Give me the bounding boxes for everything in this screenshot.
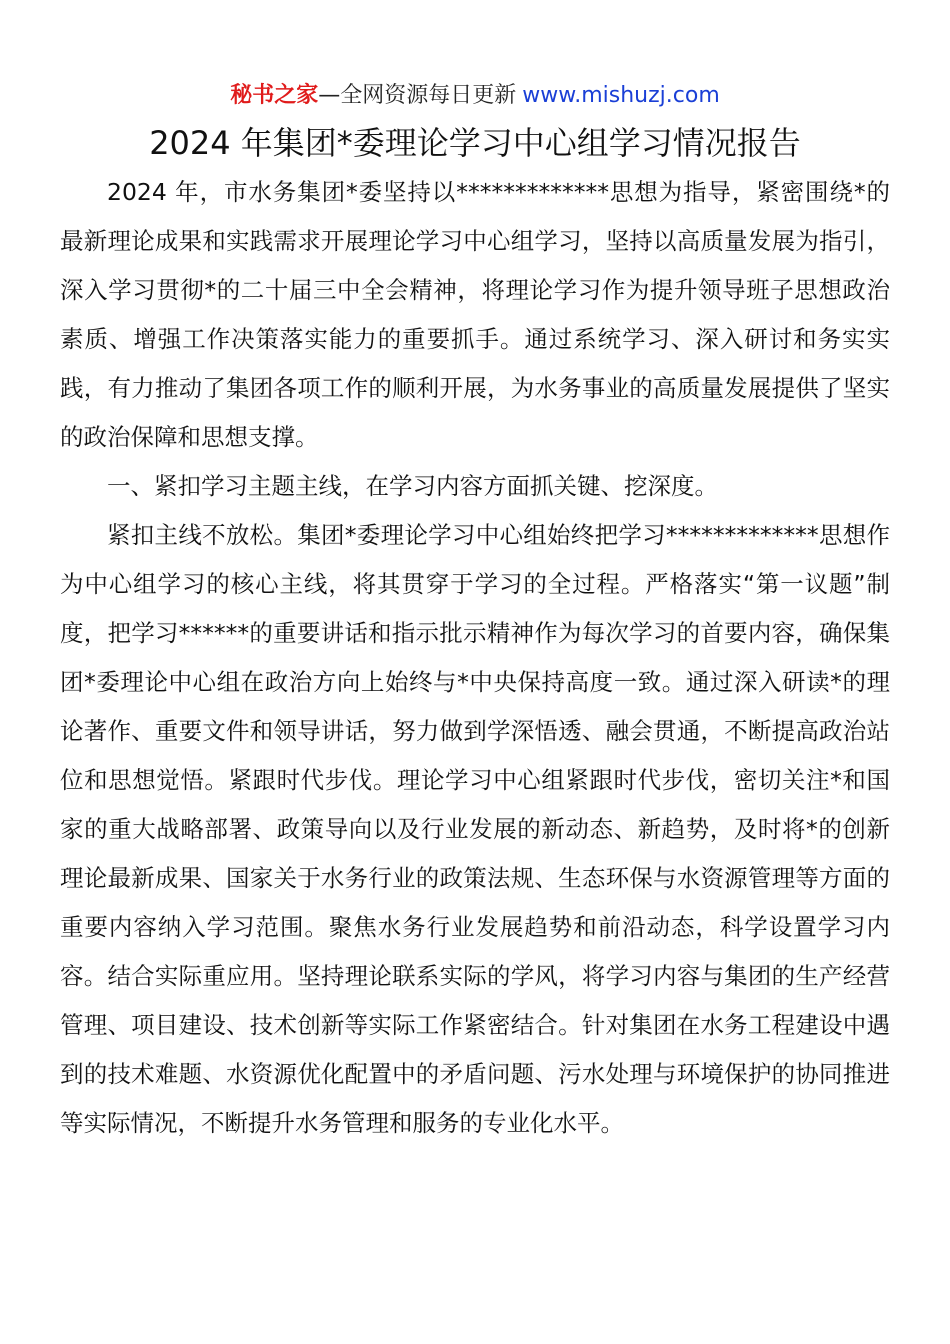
document-title: 2024 年集团*委理论学习中心组学习情况报告 bbox=[149, 124, 801, 162]
section-heading: 一、紧扣学习主题主线，在学习内容方面抓关键、挖深度。 bbox=[107, 472, 718, 500]
brand-name: 秘书之家 bbox=[230, 83, 319, 108]
site-header bbox=[60, 78, 890, 114]
paragraph-intro: 2024 年，市水务集团*委坚持以*************思想为指导，紧密围绕*的最新理论成果和实践需求开展理论学习中心组学习，坚持以高质量发展为指引，深入学习贯彻*的二十届三中全会精神，将理论学习作为提升领导班子思想政治素质、增强工作决策落实能力的重要抓手。通过系统学习、深入研讨和务实实践，有力推动了集团各项工作的顺利开展，为水务事业的高质量发展提供了坚实的政治保障和思想支撑。 bbox=[60, 178, 890, 451]
site-url[interactable]: www.mishuzj.com bbox=[522, 83, 720, 108]
paragraph-body: 紧扣主线不放松。集团*委理论学习中心组始终把学习*************思想作为中心组学习的核心主线，将其贯穿于学习的全过程。严格落实“第一议题”制度，把学习******的重要讲话和指示批示精神作为每次学习的首要内容，确保集团*委理论中心组在政治方向上始终与*中央保持高度一致。通过深入研读*的理论著作、重要文件和领导讲话，努力做到学深悟透、融会贯通，不断提高政治站位和思想觉悟。紧跟时代步伐。理论学习中心组紧跟时代步伐，密切关注*和国家的重大战略部署、政策导向以及行业发展的新动态、新趋势，及时将*的创新理论最新成果、国家关于水务行业的政策法规、生态环保与水资源管理等方面的重要内容纳入学习范围。聚焦水务行业发展趋势和前沿动态，科学设置学习内容。结合实际重应用。坚持理论联系实际的学风，将学习内容与集团的生产经营管理、项目建设、技术创新等实际工作紧密结合。针对集团在水务工程建设中遇到的技术难题、水资源优化配置中的矛盾问题、污水处理与环境保护的协同推进等实际情况，不断提升水务管理和服务的专业化水平。 bbox=[60, 521, 890, 1137]
site-tagline: —全网资源每日更新 bbox=[318, 83, 517, 108]
